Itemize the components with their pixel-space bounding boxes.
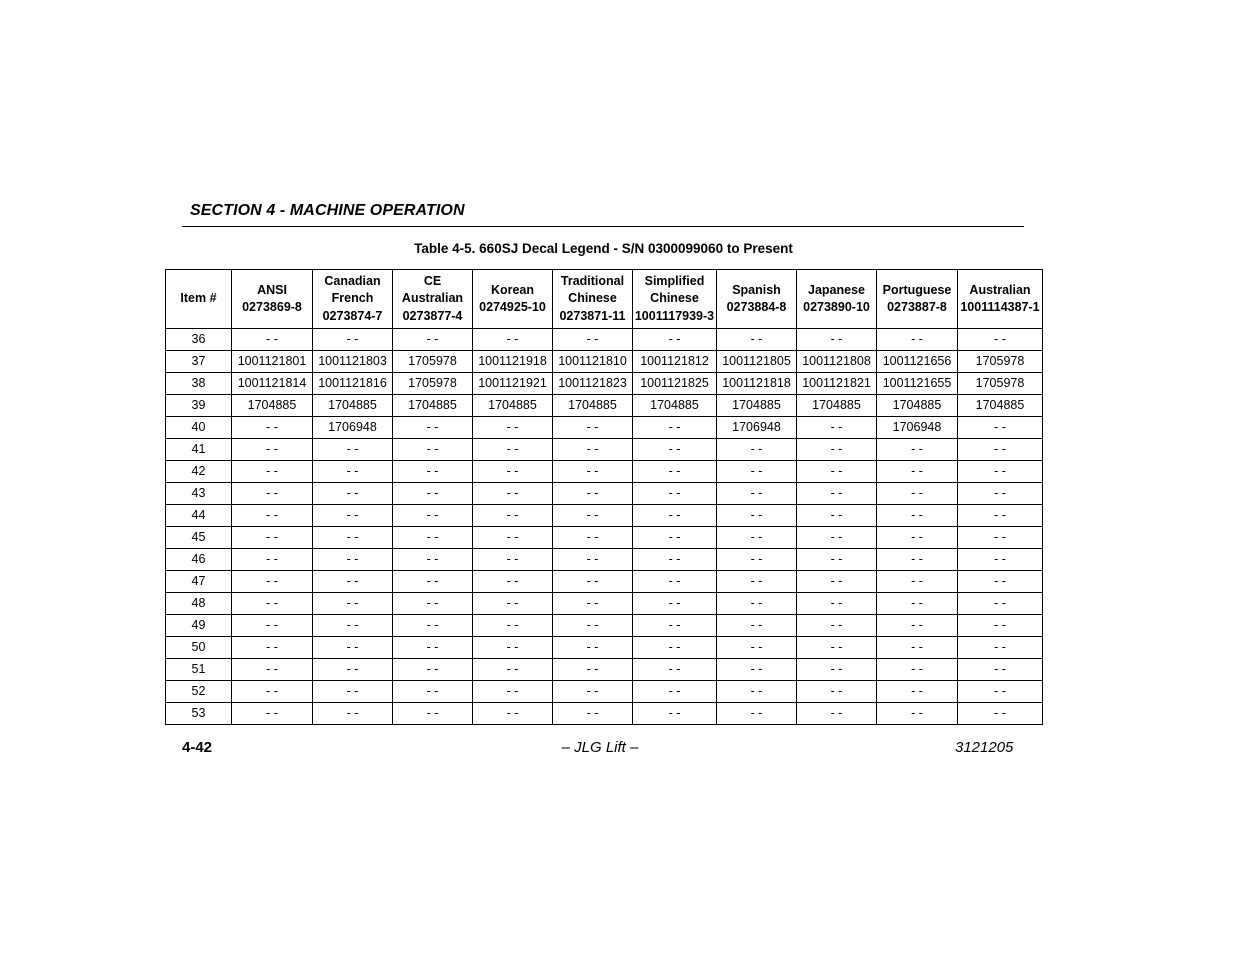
table-body [166, 329, 1043, 725]
part-number-cell: - - [633, 681, 717, 703]
item-number-cell: 36 [166, 329, 232, 351]
part-number-cell: - - [958, 439, 1043, 461]
part-number-cell: - - [958, 483, 1043, 505]
part-number-cell: - - [473, 549, 553, 571]
part-number-cell: - - [473, 681, 553, 703]
part-number-cell: - - [232, 571, 313, 593]
part-number-cell: - - [553, 417, 633, 439]
part-number-cell: - - [717, 703, 797, 725]
part-number-cell: - - [958, 659, 1043, 681]
part-number-cell: - - [877, 681, 958, 703]
column-header-line: Japanese [808, 282, 865, 297]
part-number-cell: - - [877, 571, 958, 593]
part-number-cell: - - [877, 439, 958, 461]
decal-legend-table [165, 269, 1043, 725]
table-row [166, 659, 1043, 681]
part-number-cell: - - [473, 329, 553, 351]
part-number-cell: 1001121812 [633, 351, 717, 373]
column-header [958, 270, 1043, 329]
column-header-line: Item # [180, 291, 217, 306]
part-number-cell: - - [633, 615, 717, 637]
part-number-cell: 1001121808 [797, 351, 877, 373]
part-number-cell: - - [958, 417, 1043, 439]
part-number-cell: - - [717, 571, 797, 593]
part-number-cell: - - [633, 329, 717, 351]
part-number-cell: 1706948 [877, 417, 958, 439]
part-number-cell: 1001121818 [717, 373, 797, 395]
part-number-cell: - - [313, 593, 393, 615]
column-header-line: 0273869-8 [242, 300, 302, 314]
column-header-line: 0273871-11 [559, 308, 626, 323]
document-number: 3121205 [955, 739, 1014, 756]
part-number-cell: 1705978 [393, 373, 473, 395]
part-number-cell: 1704885 [633, 395, 717, 417]
part-number-cell: 1001121810 [553, 351, 633, 373]
table-row [166, 351, 1043, 373]
table-row [166, 417, 1043, 439]
column-header-line: Canadian [324, 273, 381, 288]
part-number-cell: - - [313, 681, 393, 703]
item-number-cell: 39 [166, 395, 232, 417]
item-number-cell: 44 [166, 505, 232, 527]
table-row [166, 439, 1043, 461]
item-number-cell: 53 [166, 703, 232, 725]
part-number-cell: - - [877, 593, 958, 615]
part-number-cell: 1706948 [313, 417, 393, 439]
part-number-cell: - - [393, 417, 473, 439]
part-number-cell: - - [633, 483, 717, 505]
item-number-cell: 38 [166, 373, 232, 395]
item-number-cell: 37 [166, 351, 232, 373]
column-header-line: Chinese [568, 291, 617, 306]
part-number-cell: - - [633, 571, 717, 593]
part-number-cell: - - [232, 703, 313, 725]
part-number-cell: - - [313, 571, 393, 593]
column-header [553, 270, 633, 329]
part-number-cell: - - [313, 637, 393, 659]
part-number-cell: - - [232, 461, 313, 483]
part-number-cell: - - [473, 417, 553, 439]
part-number-cell: - - [633, 703, 717, 725]
part-number-cell: - - [232, 329, 313, 351]
column-header-line: 1001117939-3 [634, 308, 715, 323]
part-number-cell: - - [958, 637, 1043, 659]
part-number-cell: - - [313, 659, 393, 681]
part-number-cell: - - [232, 417, 313, 439]
part-number-cell: - - [633, 593, 717, 615]
part-number-cell: - - [393, 615, 473, 637]
section-title: SECTION 4 - MACHINE OPERATION [190, 202, 465, 219]
part-number-cell: - - [313, 615, 393, 637]
column-header-line: Portuguese [882, 282, 952, 297]
part-number-cell: - - [473, 439, 553, 461]
part-number-cell: - - [958, 615, 1043, 637]
item-number-cell: 41 [166, 439, 232, 461]
part-number-cell: - - [313, 483, 393, 505]
part-number-cell: - - [232, 593, 313, 615]
part-number-cell: - - [473, 527, 553, 549]
part-number-cell: 1001121825 [633, 373, 717, 395]
part-number-cell: - - [877, 527, 958, 549]
table-row [166, 505, 1043, 527]
part-number-cell: - - [797, 329, 877, 351]
table-row [166, 681, 1043, 703]
part-number-cell: - - [553, 439, 633, 461]
part-number-cell: - - [633, 659, 717, 681]
part-number-cell: 1704885 [553, 395, 633, 417]
part-number-cell: 1704885 [877, 395, 958, 417]
column-header-line: 1001114387-1 [960, 300, 1040, 314]
item-number-cell: 42 [166, 461, 232, 483]
part-number-cell: - - [473, 505, 553, 527]
column-header-line: Australian [401, 291, 464, 306]
part-number-cell: 1001121918 [473, 351, 553, 373]
item-number-cell: 51 [166, 659, 232, 681]
table-row [166, 637, 1043, 659]
part-number-cell: 1705978 [958, 351, 1043, 373]
column-header-line: Traditional [560, 273, 625, 288]
column-header-line: 0273877-4 [402, 308, 463, 323]
part-number-cell: - - [393, 527, 473, 549]
part-number-cell: - - [717, 593, 797, 615]
column-header-line: Korean [490, 282, 535, 297]
column-header-line: Simplified [644, 273, 705, 288]
part-number-cell: - - [877, 703, 958, 725]
part-number-cell: - - [232, 505, 313, 527]
column-header [717, 270, 797, 329]
item-number-cell: 52 [166, 681, 232, 703]
column-header [797, 270, 877, 329]
part-number-cell: - - [633, 417, 717, 439]
part-number-cell: - - [553, 593, 633, 615]
column-header-line: 0273890-10 [803, 300, 870, 314]
part-number-cell: - - [393, 439, 473, 461]
part-number-cell: - - [232, 615, 313, 637]
part-number-cell: - - [313, 461, 393, 483]
table-row [166, 549, 1043, 571]
part-number-cell: - - [393, 549, 473, 571]
part-number-cell: - - [553, 637, 633, 659]
part-number-cell: - - [717, 527, 797, 549]
part-number-cell: - - [633, 527, 717, 549]
part-number-cell: - - [958, 527, 1043, 549]
part-number-cell: - - [877, 329, 958, 351]
item-number-cell: 48 [166, 593, 232, 615]
part-number-cell: 1001121821 [797, 373, 877, 395]
part-number-cell: - - [717, 659, 797, 681]
item-number-cell: 40 [166, 417, 232, 439]
part-number-cell: 1705978 [393, 351, 473, 373]
part-number-cell: - - [232, 483, 313, 505]
part-number-cell: - - [958, 461, 1043, 483]
part-number-cell: - - [797, 417, 877, 439]
part-number-cell: - - [797, 483, 877, 505]
column-header [232, 270, 313, 329]
part-number-cell: - - [553, 571, 633, 593]
part-number-cell: 1001121803 [313, 351, 393, 373]
part-number-cell: - - [717, 549, 797, 571]
part-number-cell: 1704885 [313, 395, 393, 417]
column-header-line: 0273874-7 [322, 308, 383, 323]
part-number-cell: 1001121656 [877, 351, 958, 373]
part-number-cell: - - [553, 505, 633, 527]
table-row [166, 571, 1043, 593]
part-number-cell: - - [473, 571, 553, 593]
part-number-cell: - - [553, 527, 633, 549]
item-number-cell: 43 [166, 483, 232, 505]
part-number-cell: - - [473, 483, 553, 505]
column-header-line: Australian [969, 282, 1031, 297]
part-number-cell: - - [553, 703, 633, 725]
item-number-cell: 49 [166, 615, 232, 637]
column-header [393, 270, 473, 329]
part-number-cell: - - [473, 593, 553, 615]
column-header-line: 0274925-10 [479, 300, 546, 314]
part-number-cell: 1001121816 [313, 373, 393, 395]
part-number-cell: - - [473, 703, 553, 725]
part-number-cell: - - [717, 483, 797, 505]
column-header [633, 270, 717, 329]
part-number-cell: - - [313, 439, 393, 461]
table-row [166, 373, 1043, 395]
part-number-cell: 1704885 [393, 395, 473, 417]
item-number-cell: 46 [166, 549, 232, 571]
part-number-cell: - - [717, 505, 797, 527]
part-number-cell: - - [797, 461, 877, 483]
part-number-cell: 1001121805 [717, 351, 797, 373]
part-number-cell: - - [633, 461, 717, 483]
part-number-cell: - - [393, 593, 473, 615]
table-row [166, 593, 1043, 615]
column-header-line: 0273887-8 [887, 300, 947, 314]
part-number-cell: - - [797, 703, 877, 725]
table-row [166, 395, 1043, 417]
part-number-cell: - - [232, 439, 313, 461]
part-number-cell: - - [393, 329, 473, 351]
part-number-cell: - - [958, 681, 1043, 703]
part-number-cell: - - [313, 527, 393, 549]
table-header-row [166, 270, 1043, 329]
part-number-cell: - - [393, 505, 473, 527]
part-number-cell: - - [633, 637, 717, 659]
part-number-cell: 1705978 [958, 373, 1043, 395]
part-number-cell: - - [393, 483, 473, 505]
part-number-cell: - - [553, 615, 633, 637]
part-number-cell: - - [393, 659, 473, 681]
table-row [166, 615, 1043, 637]
part-number-cell: 1001121823 [553, 373, 633, 395]
part-number-cell: - - [473, 615, 553, 637]
part-number-cell: - - [958, 505, 1043, 527]
part-number-cell: - - [717, 329, 797, 351]
part-number-cell: 1704885 [797, 395, 877, 417]
part-number-cell: - - [877, 637, 958, 659]
part-number-cell: - - [633, 549, 717, 571]
part-number-cell: - - [958, 703, 1043, 725]
part-number-cell: - - [717, 439, 797, 461]
part-number-cell: - - [313, 549, 393, 571]
page-number: 4-42 [182, 739, 213, 756]
part-number-cell: - - [473, 659, 553, 681]
part-number-cell: - - [717, 461, 797, 483]
part-number-cell: - - [797, 593, 877, 615]
column-header-line: French [331, 291, 374, 306]
column-header-line: Spanish [732, 282, 781, 297]
part-number-cell: - - [958, 549, 1043, 571]
part-number-cell: - - [473, 461, 553, 483]
table-row [166, 329, 1043, 351]
part-number-cell: - - [797, 571, 877, 593]
part-number-cell: 1704885 [958, 395, 1043, 417]
part-number-cell: - - [877, 505, 958, 527]
part-number-cell: 1001121801 [232, 351, 313, 373]
part-number-cell: - - [393, 571, 473, 593]
part-number-cell: - - [633, 439, 717, 461]
table-row [166, 461, 1043, 483]
part-number-cell: 1704885 [232, 395, 313, 417]
column-header [313, 270, 393, 329]
part-number-cell: - - [473, 637, 553, 659]
footer-center-text: – JLG Lift – [561, 739, 639, 756]
part-number-cell: 1001121921 [473, 373, 553, 395]
part-number-cell: - - [633, 505, 717, 527]
part-number-cell: - - [313, 703, 393, 725]
part-number-cell: - - [877, 615, 958, 637]
part-number-cell: - - [717, 615, 797, 637]
part-number-cell: - - [877, 659, 958, 681]
part-number-cell: - - [553, 461, 633, 483]
table-row [166, 527, 1043, 549]
part-number-cell: - - [313, 329, 393, 351]
part-number-cell: - - [393, 461, 473, 483]
part-number-cell: - - [393, 637, 473, 659]
item-number-cell: 47 [166, 571, 232, 593]
part-number-cell: - - [232, 681, 313, 703]
column-header-line: CE [423, 273, 442, 288]
part-number-cell: - - [797, 659, 877, 681]
part-number-cell: 1704885 [473, 395, 553, 417]
part-number-cell: - - [877, 483, 958, 505]
part-number-cell: - - [797, 681, 877, 703]
part-number-cell: - - [393, 681, 473, 703]
part-number-cell: - - [232, 527, 313, 549]
part-number-cell: - - [553, 681, 633, 703]
part-number-cell: - - [797, 527, 877, 549]
part-number-cell: - - [717, 681, 797, 703]
part-number-cell: 1001121655 [877, 373, 958, 395]
table-row [166, 703, 1043, 725]
part-number-cell: - - [553, 483, 633, 505]
column-header-line: 0273884-8 [726, 300, 787, 314]
part-number-cell: - - [553, 549, 633, 571]
column-header-line: Chinese [650, 291, 699, 306]
table-row [166, 483, 1043, 505]
part-number-cell: - - [797, 549, 877, 571]
column-header-line: ANSI [257, 282, 287, 297]
column-header [473, 270, 553, 329]
part-number-cell: - - [393, 703, 473, 725]
part-number-cell: - - [717, 637, 797, 659]
part-number-cell: - - [797, 505, 877, 527]
part-number-cell: - - [958, 593, 1043, 615]
part-number-cell: - - [797, 439, 877, 461]
part-number-cell: 1001121814 [232, 373, 313, 395]
part-number-cell: 1704885 [717, 395, 797, 417]
header-rule [182, 226, 1024, 227]
part-number-cell: - - [313, 505, 393, 527]
part-number-cell: - - [232, 637, 313, 659]
part-number-cell: 1706948 [717, 417, 797, 439]
part-number-cell: - - [553, 329, 633, 351]
part-number-cell: - - [958, 571, 1043, 593]
part-number-cell: - - [877, 549, 958, 571]
part-number-cell: - - [232, 659, 313, 681]
column-header [877, 270, 958, 329]
item-number-cell: 45 [166, 527, 232, 549]
item-number-cell: 50 [166, 637, 232, 659]
part-number-cell: - - [797, 637, 877, 659]
part-number-cell: - - [797, 615, 877, 637]
part-number-cell: - - [232, 549, 313, 571]
part-number-cell: - - [553, 659, 633, 681]
part-number-cell: - - [958, 329, 1043, 351]
part-number-cell: - - [877, 461, 958, 483]
column-header [166, 270, 232, 329]
table-caption: Table 4-5. 660SJ Decal Legend - S/N 0300099060 to Present [414, 241, 793, 256]
